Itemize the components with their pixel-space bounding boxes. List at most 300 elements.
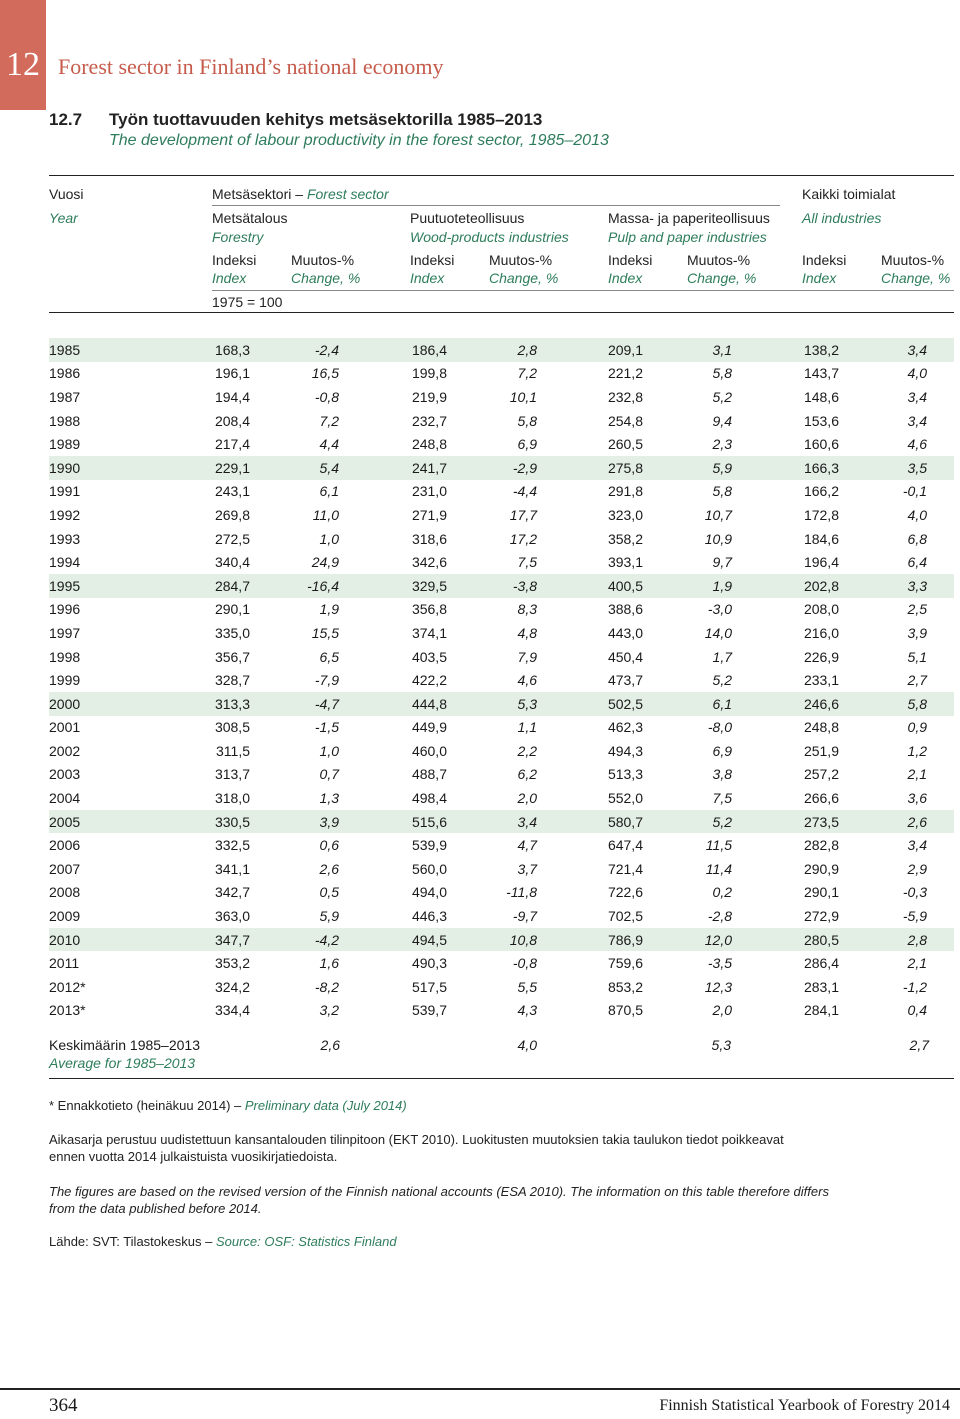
all-change-cell: 2,1 <box>907 766 927 783</box>
row-padding <box>927 385 954 409</box>
pulp-index-cell: 647,4 <box>607 837 643 854</box>
table-row <box>49 999 954 1023</box>
pulp-change-cell: 2,0 <box>712 1002 732 1019</box>
wood-index-cell: 490,3 <box>411 955 447 972</box>
forestry-index-cell: 272,5 <box>214 530 250 547</box>
wood-index-cell: 494,0 <box>411 884 447 901</box>
pulp-change-cell: 5,2 <box>643 810 732 834</box>
year-cell: 1999 <box>49 672 81 689</box>
row-padding <box>927 786 954 810</box>
table-row <box>49 951 954 975</box>
pulp-change-cell: 9,4 <box>712 412 732 429</box>
pulp-change-cell: 6,9 <box>712 742 732 759</box>
pulp-index-cell: 443,0 <box>607 624 643 641</box>
pulp-index-cell: 786,9 <box>537 928 643 952</box>
pulp-change-cell: 5,9 <box>643 456 732 480</box>
series-note-fi: Aikasarja perustuu uudistettuun kansantalouden tilinpitoon (EKT 2010). Luokitusten muutoksien takia taulukon tiedot poikkeavat ennen vuotta 2014 julkaistuista vuosikirjatiedoista. <box>49 1132 784 1164</box>
wood-index-cell: 248,8 <box>411 436 447 453</box>
pulp-fi: Massa- ja paperiteollisuus <box>608 210 770 226</box>
all-index-cell: 160,6 <box>803 436 839 453</box>
pulp-change-cell: 5,2 <box>712 388 732 405</box>
pulp-index-cell: 275,8 <box>537 456 643 480</box>
pulp-index-cell: 721,4 <box>607 860 643 877</box>
all-change-cell: 2,5 <box>907 601 927 618</box>
pulp-index-cell: 702,5 <box>607 908 643 925</box>
wood-index-cell: 449,9 <box>411 719 447 736</box>
wood-index-cell: 446,3 <box>411 908 447 925</box>
forestry-index-cell: 340,4 <box>214 554 250 571</box>
wood-change-cell: 6,2 <box>517 766 537 783</box>
wood-change-cell: 7,9 <box>517 648 537 665</box>
all-index-cell: 272,9 <box>803 908 839 925</box>
row-padding <box>927 833 954 857</box>
all-change-cell: 4,6 <box>907 436 927 453</box>
wood-change-cell: 4,3 <box>517 1002 537 1019</box>
year-cell: 2000 <box>49 692 212 716</box>
pulp-index-cell: 400,5 <box>537 574 643 598</box>
wood-change-cell: 4,7 <box>517 837 537 854</box>
forestry-change-cell: 24,9 <box>311 554 339 571</box>
wood-change-cell: 7,5 <box>517 554 537 571</box>
forestry-change-cell: 3,2 <box>319 1002 339 1019</box>
year-cell: 1991 <box>49 483 81 500</box>
wood-change-cell: 1,1 <box>517 719 537 736</box>
forestry-change-cell: 1,0 <box>319 530 339 547</box>
row-padding <box>927 550 954 574</box>
forestry-index-fi: Indeksi <box>212 252 257 268</box>
pulp-index-cell: 580,7 <box>537 810 643 834</box>
pulp-change-cell: 3,1 <box>643 338 732 362</box>
table-bottom-rule <box>49 1078 954 1079</box>
wood-change-cell: 7,2 <box>517 365 537 382</box>
pulp-change-cell: 1,7 <box>712 648 732 665</box>
wood-index-cell: 422,2 <box>411 672 447 689</box>
all-change-cell: -0,3 <box>902 884 927 901</box>
forestry-fi: Metsätalous <box>212 210 288 226</box>
forestry-change-cell: 3,9 <box>250 810 339 834</box>
all-change-cell: 5,1 <box>907 648 927 665</box>
forestry-change-cell: 7,2 <box>319 412 339 429</box>
wood-change-cell: 5,5 <box>517 978 537 995</box>
forestry-index-cell: 324,2 <box>214 978 250 995</box>
all-index-cell: 248,8 <box>803 719 839 736</box>
wood-index-cell: 539,9 <box>411 837 447 854</box>
wood-change-cell: 6,9 <box>517 436 537 453</box>
wood-index-cell: 460,0 <box>411 742 447 759</box>
all-change-cell: 4,0 <box>907 506 927 523</box>
year-cell: 2006 <box>49 837 81 854</box>
pulp-change-cell: 5,8 <box>712 365 732 382</box>
forest-sector-en: Forest sector <box>306 186 389 202</box>
table-row <box>49 385 954 409</box>
all-change-fi: Muutos-% <box>881 252 945 268</box>
year-cell: 2003 <box>49 766 81 783</box>
all-change-cell: 2,8 <box>839 928 927 952</box>
year-cell: 2001 <box>49 719 81 736</box>
year-cell: 2004 <box>49 790 81 807</box>
all-change-cell: 0,9 <box>907 719 927 736</box>
forestry-index-cell: 208,4 <box>214 412 250 429</box>
pulp-index-cell: 291,8 <box>607 483 643 500</box>
wood-change-cell: -2,9 <box>447 456 537 480</box>
all-change-cell: -1,2 <box>902 978 927 995</box>
year-cell: 1996 <box>49 601 81 618</box>
all-change-cell: 5,8 <box>839 692 927 716</box>
wood-change-cell: 4,6 <box>517 672 537 689</box>
all-change-cell: 1,2 <box>907 742 927 759</box>
forestry-index-cell: 353,2 <box>214 955 250 972</box>
row-padding <box>927 645 954 669</box>
pulp-change-cell: -2,8 <box>707 908 732 925</box>
table-row <box>49 716 954 740</box>
wood-change-cell: 5,8 <box>517 412 537 429</box>
forestry-change-cell: -8,2 <box>314 978 339 995</box>
all-change-cell: 4,0 <box>907 365 927 382</box>
average-wood: 4,0 <box>517 1037 537 1053</box>
forestry-index-cell: 194,4 <box>214 388 250 405</box>
wood-index-cell: 231,0 <box>411 483 447 500</box>
wood-index-cell: 232,7 <box>411 412 447 429</box>
row-padding <box>927 527 954 551</box>
row-padding <box>927 574 954 598</box>
row-padding <box>927 975 954 999</box>
pulp-change-cell: 6,1 <box>643 692 732 716</box>
forestry-index-cell: 347,7 <box>212 928 250 952</box>
average-all: 2,7 <box>909 1037 929 1053</box>
pulp-index-cell: 552,0 <box>607 790 643 807</box>
forestry-index-cell: 284,7 <box>212 574 250 598</box>
pulp-index-cell: 494,3 <box>607 742 643 759</box>
year-cell: 2012* <box>49 978 86 995</box>
forestry-change-cell: 1,9 <box>319 601 339 618</box>
book-title: Finnish Statistical Yearbook of Forestry 2014 <box>659 1397 950 1414</box>
wood-change-en: Change, % <box>489 270 559 286</box>
all-change-cell: -0,1 <box>902 483 927 500</box>
year-cell: 2010 <box>49 928 212 952</box>
forestry-index-cell: 269,8 <box>214 506 250 523</box>
forestry-change-cell: 2,6 <box>319 860 339 877</box>
pulp-index-cell: 232,8 <box>607 388 643 405</box>
all-industries-fi: Kaikki toimialat <box>802 186 896 202</box>
table-row <box>49 833 954 857</box>
forestry-index-cell: 342,7 <box>214 884 250 901</box>
wood-index-cell: 374,1 <box>411 624 447 641</box>
table-row <box>49 621 954 645</box>
table-row <box>49 975 954 999</box>
wood-index-cell: 271,9 <box>411 506 447 523</box>
header-bottom-rule <box>49 312 954 313</box>
all-index-cell: 246,6 <box>732 692 839 716</box>
forestry-change-cell: 11,0 <box>312 506 339 523</box>
table-row <box>49 503 954 527</box>
row-padding <box>927 621 954 645</box>
forestry-index-cell: 196,1 <box>214 365 250 382</box>
average-label <box>49 1036 200 1072</box>
year-cell: 2008 <box>49 884 81 901</box>
all-change-cell: 0,4 <box>907 1002 927 1019</box>
all-change-cell: 3,4 <box>907 388 927 405</box>
year-cell: 1987 <box>49 388 81 405</box>
all-index-cell: 153,6 <box>803 412 839 429</box>
forestry-index-cell: 330,5 <box>212 810 250 834</box>
forestry-change-en: Change, % <box>291 270 361 286</box>
pulp-change-cell: 11,4 <box>705 860 732 877</box>
pulp-change-cell: 2,3 <box>712 436 732 453</box>
table-row <box>49 432 954 456</box>
pulp-change-cell: 7,5 <box>712 790 732 807</box>
row-padding <box>927 716 954 740</box>
forestry-index-cell: 311,5 <box>216 742 250 759</box>
row-padding <box>927 881 954 905</box>
year-cell: 2002 <box>49 742 81 759</box>
preliminary-note-fi: * Ennakkotieto (heinäkuu 2014) – <box>49 1098 242 1113</box>
forest-sector-rule <box>212 205 780 206</box>
all-index-cell: 196,4 <box>803 554 839 571</box>
row-padding <box>927 692 954 716</box>
table-row <box>49 668 954 692</box>
pulp-change-cell: 14,0 <box>704 624 732 641</box>
table-title-fi: Työn tuottavuuden kehitys metsäsektorilla 1985–2013 <box>109 110 543 129</box>
forestry-index-en: Index <box>212 270 247 286</box>
all-change-cell: -5,9 <box>902 908 927 925</box>
pulp-index-cell: 221,2 <box>607 365 643 382</box>
row-padding <box>927 928 954 952</box>
forestry-change-cell: 16,5 <box>311 365 339 382</box>
table-row <box>49 786 954 810</box>
base-rule <box>212 290 954 291</box>
wood-index-cell: 517,5 <box>411 978 447 995</box>
row-padding <box>927 810 954 834</box>
forestry-index-cell: 334,4 <box>214 1002 250 1019</box>
forestry-index-cell: 332,5 <box>214 837 250 854</box>
table-row <box>49 527 954 551</box>
all-index-cell: 138,2 <box>732 338 839 362</box>
data-table <box>49 338 954 1022</box>
table-row <box>49 928 954 952</box>
forestry-change-cell: 1,3 <box>319 790 339 807</box>
all-index-cell: 208,0 <box>803 601 839 618</box>
forestry-index-cell: 217,4 <box>214 436 250 453</box>
year-cell: 1997 <box>49 624 81 641</box>
wood-index-cell: 356,8 <box>411 601 447 618</box>
wood-index-cell: 515,6 <box>339 810 447 834</box>
row-padding <box>927 951 954 975</box>
forestry-change-cell: -16,4 <box>250 574 339 598</box>
pulp-index-cell: 473,7 <box>607 672 643 689</box>
wood-change-cell: 8,3 <box>517 601 537 618</box>
forestry-change-cell: 1,0 <box>319 742 339 759</box>
wood-change-cell: 17,7 <box>509 506 537 523</box>
forestry-change-cell: -2,4 <box>250 338 339 362</box>
pulp-change-cell: 5,2 <box>712 672 732 689</box>
table-title-en: The development of labour productivity in the forest sector, 1985–2013 <box>109 132 609 149</box>
wood-change-cell: -3,8 <box>447 574 537 598</box>
row-padding <box>927 338 954 362</box>
footer-rule <box>0 1388 960 1390</box>
all-change-cell: 2,1 <box>907 955 927 972</box>
wood-change-cell: 2,2 <box>517 742 537 759</box>
row-padding <box>927 503 954 527</box>
data-table-body <box>49 338 954 1022</box>
wood-fi: Puutuoteteollisuus <box>410 210 525 226</box>
all-change-cell: 3,4 <box>839 338 927 362</box>
average-label-fi: Keskimäärin 1985–2013 <box>49 1037 200 1053</box>
table-row <box>49 763 954 787</box>
wood-index-cell: 494,5 <box>339 928 447 952</box>
forestry-change-fi: Muutos-% <box>291 252 355 268</box>
wood-change-cell: 10,1 <box>509 388 537 405</box>
pulp-index-cell: 209,1 <box>537 338 643 362</box>
pulp-change-fi: Muutos-% <box>687 252 751 268</box>
all-index-fi: Indeksi <box>802 252 847 268</box>
wood-change-cell: 5,3 <box>447 692 537 716</box>
table-row <box>49 409 954 433</box>
pulp-change-cell: 9,7 <box>712 554 732 571</box>
all-index-cell: 282,8 <box>803 837 839 854</box>
table-row <box>49 456 954 480</box>
forestry-index-cell: 335,0 <box>214 624 250 641</box>
pulp-change-cell: -3,0 <box>707 601 732 618</box>
forestry-index-cell: 356,7 <box>214 648 250 665</box>
all-change-cell: 2,7 <box>907 672 927 689</box>
all-index-cell: 283,1 <box>803 978 839 995</box>
pulp-index-en: Index <box>608 270 643 286</box>
wood-change-cell: -9,7 <box>512 908 537 925</box>
year-cell: 1986 <box>49 365 81 382</box>
all-change-cell: 6,8 <box>907 530 927 547</box>
series-note-en: The figures are based on the revised version of the Finnish national accounts (ESA 2010). The information on this table therefore differs from the data published before 2014. <box>49 1184 829 1216</box>
forestry-index-cell: 313,3 <box>212 692 250 716</box>
preliminary-note-en: Preliminary data (July 2014) <box>244 1098 407 1113</box>
row-padding <box>927 480 954 504</box>
source-note <box>49 1233 869 1250</box>
wood-index-en: Index <box>410 270 445 286</box>
pulp-index-cell: 450,4 <box>607 648 643 665</box>
all-change-cell: 3,5 <box>839 456 927 480</box>
all-change-cell: 3,9 <box>907 624 927 641</box>
row-padding <box>927 857 954 881</box>
pulp-index-cell: 254,8 <box>607 412 643 429</box>
all-index-cell: 280,5 <box>732 928 839 952</box>
year-header-fi: Vuosi <box>49 186 84 202</box>
wood-change-fi: Muutos-% <box>489 252 553 268</box>
table-row <box>49 598 954 622</box>
forestry-index-cell: 290,1 <box>214 601 250 618</box>
pulp-change-cell: 5,8 <box>712 483 732 500</box>
row-padding <box>927 999 954 1023</box>
average-forestry: 2,6 <box>320 1037 340 1053</box>
pulp-index-cell: 513,3 <box>607 766 643 783</box>
forestry-en: Forestry <box>212 229 264 245</box>
wood-index-fi: Indeksi <box>410 252 455 268</box>
row-padding <box>927 668 954 692</box>
year-cell: 1988 <box>49 412 81 429</box>
wood-index-cell: 488,7 <box>411 766 447 783</box>
forestry-change-cell: 6,5 <box>319 648 339 665</box>
wood-change-cell: -11,8 <box>506 884 537 901</box>
all-change-cell: 3,3 <box>839 574 927 598</box>
all-index-cell: 286,4 <box>803 955 839 972</box>
row-padding <box>927 739 954 763</box>
year-cell: 2013* <box>49 1002 86 1019</box>
row-padding <box>927 409 954 433</box>
pulp-change-cell: 3,8 <box>712 766 732 783</box>
chapter-title: Forest sector in Finland’s national economy <box>58 54 444 79</box>
forestry-change-cell: -4,7 <box>250 692 339 716</box>
preliminary-note <box>49 1097 869 1114</box>
all-index-cell: 251,9 <box>803 742 839 759</box>
wood-change-cell: 3,7 <box>517 860 537 877</box>
forestry-change-cell: -1,5 <box>314 719 339 736</box>
forestry-index-cell: 363,0 <box>214 908 250 925</box>
pulp-index-cell: 722,6 <box>607 884 643 901</box>
year-cell: 1985 <box>49 338 212 362</box>
all-index-cell: 226,9 <box>803 648 839 665</box>
all-index-cell: 184,6 <box>803 530 839 547</box>
forestry-index-cell: 313,7 <box>214 766 250 783</box>
all-index-cell: 202,8 <box>732 574 839 598</box>
forestry-change-cell: 4,4 <box>319 436 339 453</box>
row-padding <box>927 362 954 386</box>
pulp-index-cell: 462,3 <box>607 719 643 736</box>
year-cell: 1989 <box>49 436 81 453</box>
forestry-change-cell: 5,9 <box>319 908 339 925</box>
wood-change-cell: 17,2 <box>509 530 537 547</box>
year-cell: 2009 <box>49 908 81 925</box>
forestry-index-cell: 341,1 <box>214 860 250 877</box>
table-row <box>49 480 954 504</box>
pulp-change-cell: 12,0 <box>643 928 732 952</box>
source-en: Source: OSF: Statistics Finland <box>215 1234 397 1249</box>
table-row <box>49 338 954 362</box>
all-index-cell: 143,7 <box>803 365 839 382</box>
year-cell: 2007 <box>49 860 81 877</box>
forestry-change-cell: 0,5 <box>319 884 339 901</box>
year-cell: 1994 <box>49 554 81 571</box>
forestry-index-cell: 243,1 <box>214 483 250 500</box>
pulp-index-cell: 870,5 <box>607 1002 643 1019</box>
forestry-change-cell: 6,1 <box>319 483 339 500</box>
all-index-cell: 148,6 <box>803 388 839 405</box>
forestry-change-cell: -0,8 <box>314 388 339 405</box>
pulp-index-cell: 853,2 <box>607 978 643 995</box>
table-number: 12.7 <box>49 110 83 129</box>
wood-en: Wood-products industries <box>410 229 569 245</box>
all-change-cell: 3,6 <box>907 790 927 807</box>
table-row <box>49 881 954 905</box>
year-cell: 1992 <box>49 506 81 523</box>
forestry-index-cell: 168,3 <box>212 338 250 362</box>
forestry-index-cell: 328,7 <box>214 672 250 689</box>
forestry-change-cell: 5,4 <box>250 456 339 480</box>
all-change-cell: 3,4 <box>907 412 927 429</box>
forestry-change-cell: 15,5 <box>311 624 339 641</box>
table-row <box>49 645 954 669</box>
year-cell: 2005 <box>49 810 212 834</box>
row-padding <box>927 432 954 456</box>
all-change-cell: 2,6 <box>839 810 927 834</box>
wood-change-cell: -0,8 <box>512 955 537 972</box>
all-change-cell: 3,4 <box>907 837 927 854</box>
table-row <box>49 904 954 928</box>
wood-change-cell: -4,4 <box>512 483 537 500</box>
pulp-change-cell: -3,5 <box>707 955 732 972</box>
chapter-number: 12 <box>0 0 46 110</box>
pulp-index-cell: 388,6 <box>607 601 643 618</box>
pulp-index-cell: 502,5 <box>537 692 643 716</box>
all-index-cell: 290,1 <box>803 884 839 901</box>
pulp-index-cell: 323,0 <box>607 506 643 523</box>
